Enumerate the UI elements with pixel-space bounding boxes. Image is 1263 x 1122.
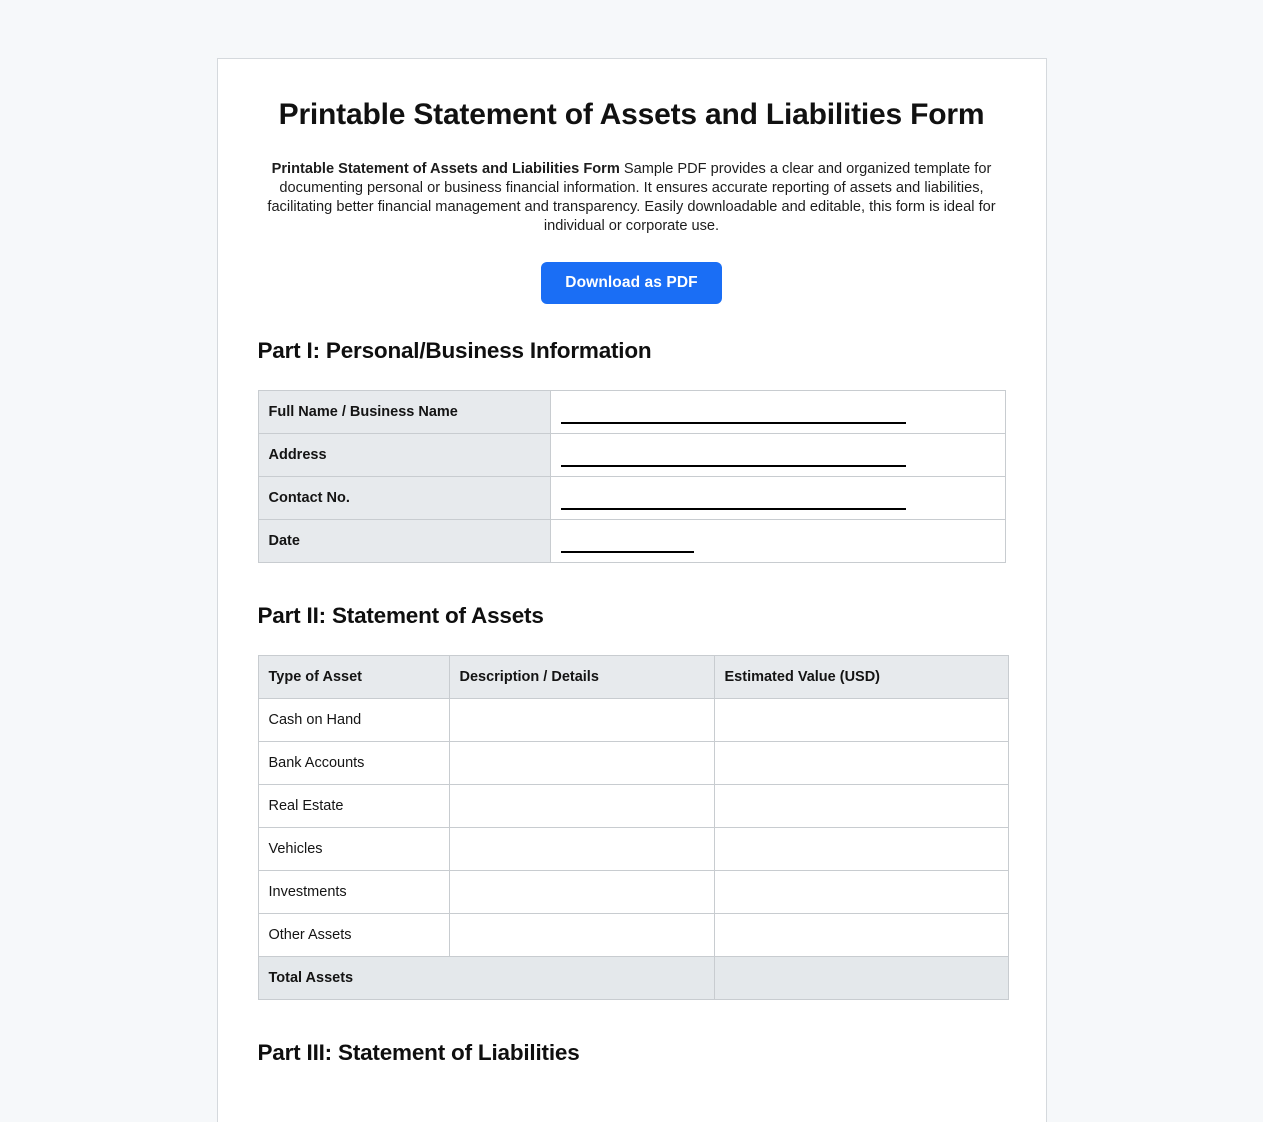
total-assets-row xyxy=(258,956,1008,999)
asset-type-real-estate: Real Estate xyxy=(258,784,449,827)
document-card xyxy=(217,58,1047,1122)
write-in-rule xyxy=(561,465,906,467)
page-title: Printable Statement of Assets and Liabilities Form xyxy=(278,98,985,131)
row-label-address: Address xyxy=(258,433,550,476)
asset-value-real-estate[interactable] xyxy=(714,784,1008,827)
asset-type-investments: Investments xyxy=(258,870,449,913)
row-input-address[interactable] xyxy=(550,433,1005,476)
write-in-rule xyxy=(561,551,694,553)
table-header-row xyxy=(258,655,1008,698)
table-row xyxy=(258,741,1008,784)
row-label-full-name: Full Name / Business Name xyxy=(258,390,550,433)
asset-type-vehicles: Vehicles xyxy=(258,827,449,870)
table-row xyxy=(258,870,1008,913)
row-label-date: Date xyxy=(258,519,550,562)
bottom-spacer xyxy=(258,1092,1006,1122)
asset-value-other-assets[interactable] xyxy=(714,913,1008,956)
write-in-rule xyxy=(561,508,906,510)
download-button-row xyxy=(258,262,1006,304)
table-row xyxy=(258,390,1005,433)
asset-type-bank-accounts: Bank Accounts xyxy=(258,741,449,784)
total-assets-label: Total Assets xyxy=(258,956,714,999)
asset-type-cash-on-hand: Cash on Hand xyxy=(258,698,449,741)
asset-type-other-assets: Other Assets xyxy=(258,913,449,956)
asset-value-cash-on-hand[interactable] xyxy=(714,698,1008,741)
total-assets-value[interactable] xyxy=(714,956,1008,999)
column-header-description: Description / Details xyxy=(449,655,714,698)
table-row xyxy=(258,476,1005,519)
statement-of-assets-table xyxy=(258,655,1009,1000)
description-body: Sample PDF provides a clear and organized template for documenting personal or business financial information. It ensures accurate reporting of assets and liabilities, facilitating better financial management and transparency. Easily downloadable and editable, this form is ideal for individual or corporate use. xyxy=(267,160,996,234)
table-row xyxy=(258,433,1005,476)
table-row xyxy=(258,784,1008,827)
part-two-heading: Part II: Statement of Assets xyxy=(257,602,544,628)
asset-value-vehicles[interactable] xyxy=(714,827,1008,870)
column-header-type-of-asset: Type of Asset xyxy=(258,655,449,698)
asset-description-vehicles[interactable] xyxy=(449,827,714,870)
row-input-contact-no[interactable] xyxy=(550,476,1005,519)
table-row xyxy=(258,827,1008,870)
download-as-pdf-button[interactable]: Download as PDF xyxy=(541,262,721,304)
table-row xyxy=(258,519,1005,562)
write-in-rule xyxy=(561,422,906,424)
personal-information-table xyxy=(258,390,1006,563)
row-label-contact-no: Contact No. xyxy=(258,476,550,519)
asset-value-investments[interactable] xyxy=(714,870,1008,913)
part-three-heading: Part III: Statement of Liabilities xyxy=(257,1039,580,1065)
table-row xyxy=(258,913,1008,956)
row-input-date[interactable] xyxy=(550,519,1005,562)
asset-description-investments[interactable] xyxy=(449,870,714,913)
asset-description-cash-on-hand[interactable] xyxy=(449,698,714,741)
column-header-estimated-value: Estimated Value (USD) xyxy=(714,655,1008,698)
row-input-full-name[interactable] xyxy=(550,390,1005,433)
table-row xyxy=(258,698,1008,741)
document-description xyxy=(258,160,1006,236)
asset-description-real-estate[interactable] xyxy=(449,784,714,827)
asset-value-bank-accounts[interactable] xyxy=(714,741,1008,784)
description-lead: Printable Statement of Assets and Liabilities Form xyxy=(271,160,620,177)
asset-description-bank-accounts[interactable] xyxy=(449,741,714,784)
asset-description-other-assets[interactable] xyxy=(449,913,714,956)
part-one-heading: Part I: Personal/Business Information xyxy=(257,337,652,363)
